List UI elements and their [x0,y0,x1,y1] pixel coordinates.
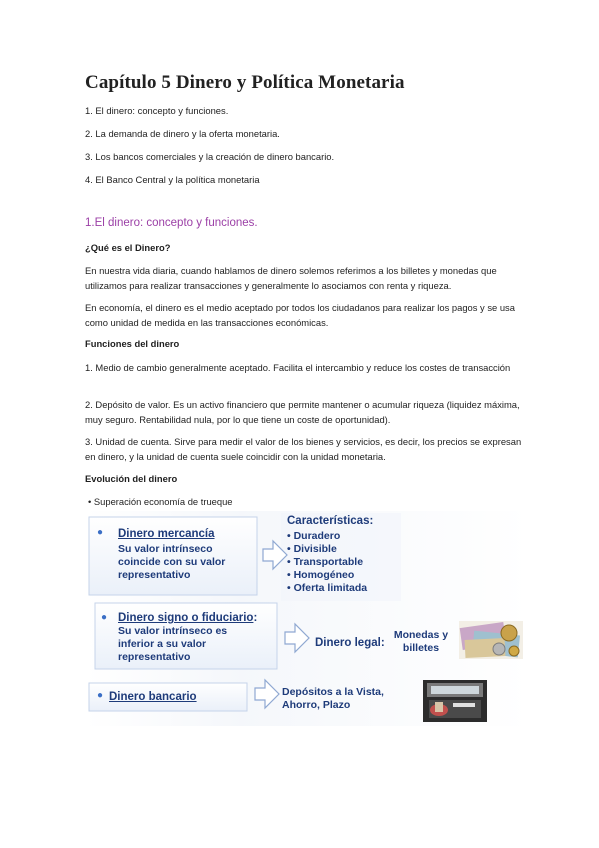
funcion-2: 2. Depósito de valor. Es un activo financiero que permite mantener o acumular riqueza (liquidez máxima, muy seguro. Rentabilidad nula, por lo que tiene un coste de oportunidad). [85,399,520,425]
mercancia-line-2: coincide con su valor [118,556,226,568]
caracteristica-4: • Homogéneo [287,569,355,581]
dinero-fiduciario-title: Dinero signo o fiduciario: [118,612,258,624]
page-title: Capítulo 5 Dinero y Política Monetaria [85,72,405,93]
evolucion-heading: Evolución del dinero [85,473,178,484]
caracteristica-2: • Divisible [287,543,337,555]
bullet-icon: ● [97,690,104,701]
caracteristica-5: • Oferta limitada [287,582,368,594]
billetes-label: billetes [402,642,440,654]
coins-banknotes-image [459,621,523,659]
atm-image [423,680,487,722]
mercancia-line-3: representativo [118,569,191,581]
caracteristica-3: • Transportable [287,556,364,568]
evolucion-bullet: • Superación economía de trueque [88,496,233,507]
caracteristica-1: • Duradero [287,530,341,542]
caracteristicas-title: Características: [287,515,374,527]
toc-item-1: 1. El dinero: concepto y funciones. [85,105,229,116]
monedas-label: Monedas y [393,629,449,641]
dinero-bancario-title: Dinero bancario [109,691,197,703]
question-heading: ¿Qué es el Dinero? [85,242,171,253]
paragraph-2: En economía, el dinero es el medio aceptado por todos los ciudadanos para realizar los pagos y se usa como unidad de medida en las transacciones económicas. [85,302,515,328]
paragraph-1: En nuestra vida diaria, cuando hablamos de dinero solemos referimos a los billetes y monedas que utilizamos para realizar transacciones y generalmente lo asociamos con renta y riqueza. [85,265,497,291]
fiduciario-line-1: Su valor intrínseco es [118,625,228,637]
dinero-legal-label: Dinero legal: [315,637,385,649]
bullet-icon: ● [101,612,108,623]
fiduciario-line-2: inferior a su valor [118,638,207,650]
dinero-mercancia-title: Dinero mercancía [118,528,215,540]
mercancia-line-1: Su valor intrínseco [118,543,213,555]
toc-item-3: 3. Los bancos comerciales y la creación de dinero bancario. [85,151,335,162]
funciones-heading: Funciones del dinero [85,338,180,349]
toc-item-4: 4. El Banco Central y la política monetaria [85,174,260,185]
depositos-line-2: Ahorro, Plazo [282,699,351,711]
toc-item-2: 2. La demanda de dinero y la oferta monetaria. [85,128,280,139]
section-heading: 1.El dinero: concepto y funciones. [85,217,258,229]
funcion-1: 1. Medio de cambio generalmente aceptado. Facilita el intercambio y reduce los costes de transacción [85,362,511,373]
fiduciario-line-3: representativo [118,651,191,663]
evolution-diagram [85,511,530,726]
bullet-icon: ● [97,527,104,538]
funcion-3: 3. Unidad de cuenta. Sirve para medir el valor de los bienes y servicios, es decir, los precios se expresan en dinero, y la unidad de cuenta suele coincidir con la unidad monetaria. [85,436,522,462]
depositos-line-1: Depósitos a la Vista, [282,686,384,698]
